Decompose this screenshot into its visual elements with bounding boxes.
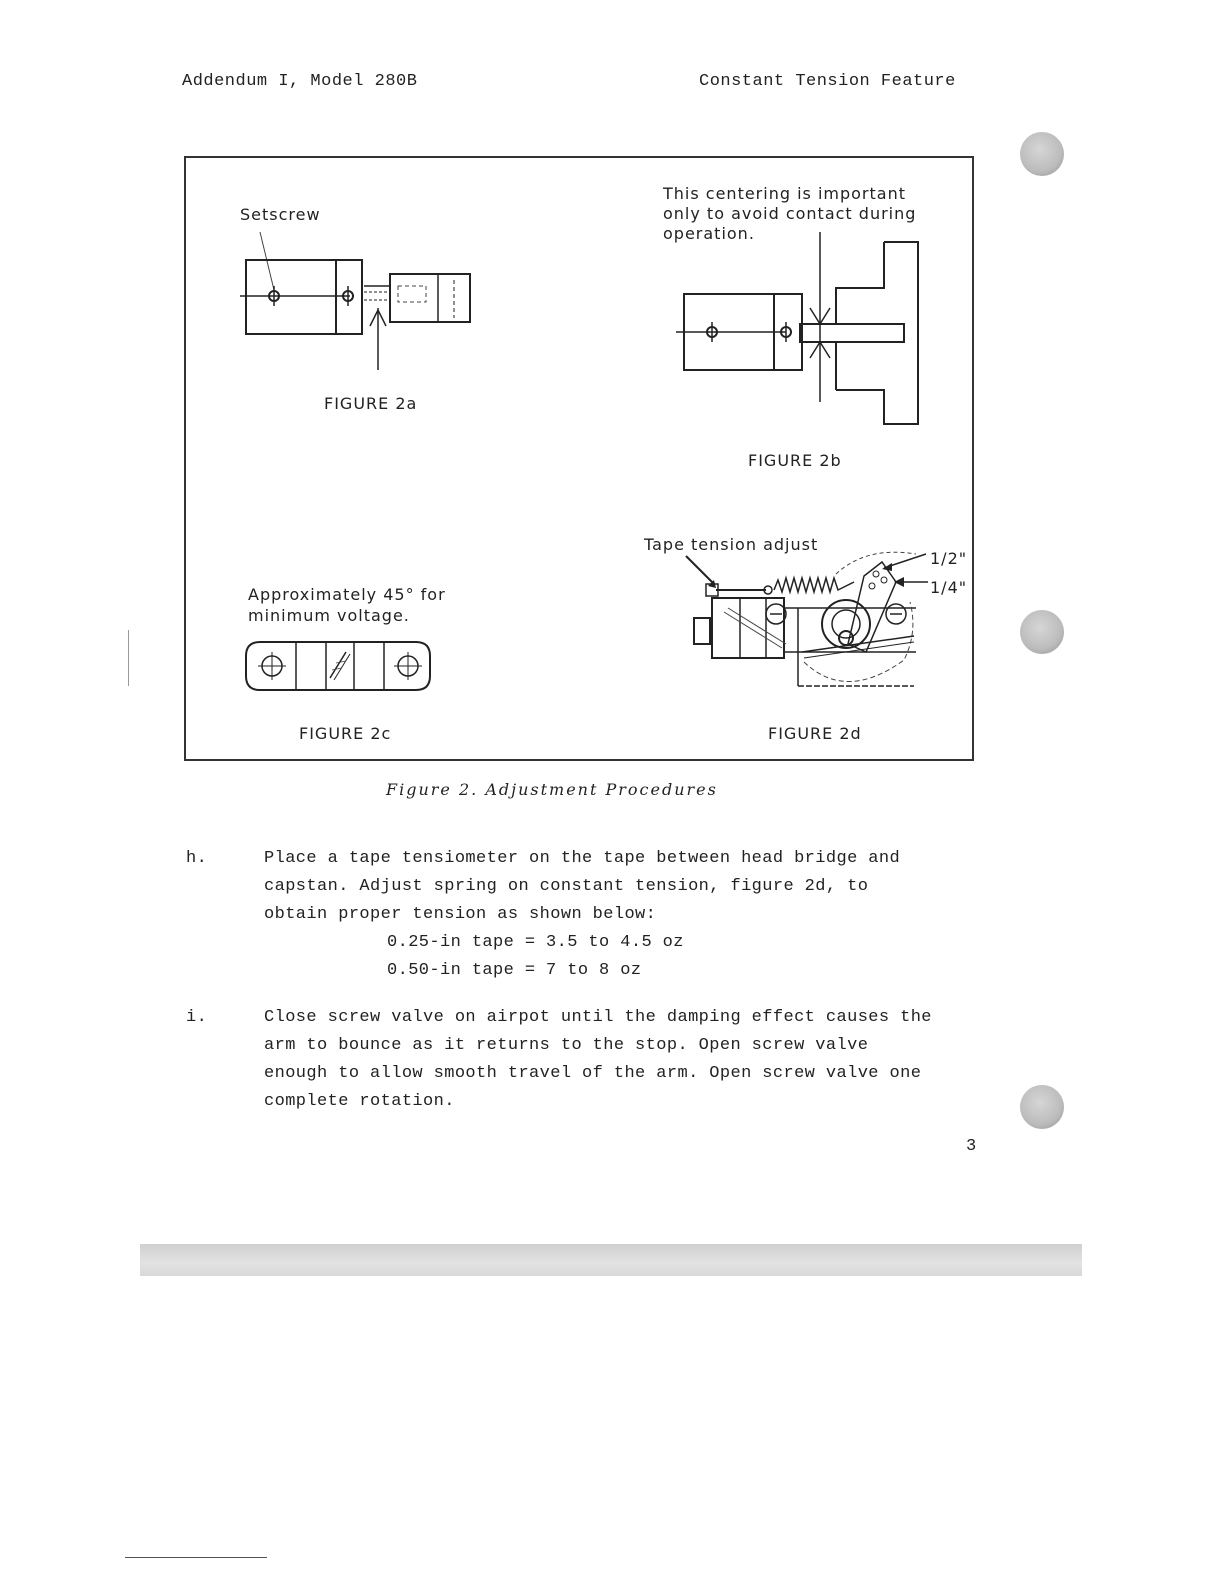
fig2d-drawing — [686, 552, 936, 692]
fig2b-drawing — [676, 232, 926, 432]
step-h-line1: Place a tape tensiometer on the tape between head bridge and — [264, 849, 901, 868]
step-i-line3: enough to allow smooth travel of the arm. Open screw valve one — [264, 1064, 922, 1083]
fig2c-note-line2: minimum voltage. — [248, 606, 410, 625]
step-i-marker: i. — [186, 1008, 208, 1027]
step-i-line2: arm to bounce as it returns to the stop. Open screw valve — [264, 1036, 869, 1055]
fig2d-dim-half-inch: 1/2" — [930, 549, 968, 568]
header-right: Constant Tension Feature — [699, 72, 956, 91]
step-i-line1: Close screw valve on airpot until the damping effect causes the — [264, 1008, 932, 1027]
fig2d-callout: Tape tension adjust — [644, 535, 819, 554]
step-h-spec-half-inch: 0.50-in tape = 7 to 8 oz — [387, 961, 642, 980]
step-i-line4: complete rotation. — [264, 1092, 455, 1111]
figure-2-caption: Figure 2. Adjustment Procedures — [386, 780, 718, 799]
fig2c-note-line1: Approximately 45° for — [248, 585, 446, 604]
fig2c-note — [248, 584, 446, 626]
fig2d-dim-quarter-inch: 1/4" — [930, 578, 968, 597]
fig2a-drawing — [240, 228, 480, 378]
scan-edge-line — [125, 1557, 267, 1558]
step-i-text — [264, 1004, 932, 1116]
scan-shadow-bar — [140, 1244, 1082, 1276]
fig2a-setscrew-label: Setscrew — [240, 205, 321, 224]
binder-hole-middle — [1020, 610, 1064, 654]
fig2b-note-line2: only to avoid contact during — [663, 204, 917, 223]
step-h-spec-quarter-inch: 0.25-in tape = 3.5 to 4.5 oz — [387, 933, 684, 952]
step-h-text — [264, 845, 900, 929]
page-number: 3 — [966, 1137, 977, 1156]
fig2b-note-line1: This centering is important — [663, 184, 906, 203]
fig2c-drawing — [246, 638, 436, 694]
fig2c-caption: FIGURE 2c — [299, 724, 392, 743]
fig2b-caption: FIGURE 2b — [748, 451, 842, 470]
step-h-line3: obtain proper tension as shown below: — [264, 905, 657, 924]
scan-margin-mark — [128, 630, 129, 686]
step-h-line2: capstan. Adjust spring on constant tension, figure 2d, to — [264, 877, 869, 896]
fig2b-note-line3: operation. — [663, 224, 755, 243]
binder-hole-top — [1020, 132, 1064, 176]
fig2a-caption: FIGURE 2a — [324, 394, 418, 413]
header-left: Addendum I, Model 280B — [182, 72, 418, 91]
fig2d-caption: FIGURE 2d — [768, 724, 862, 743]
binder-hole-bottom — [1020, 1085, 1064, 1129]
step-h-specs — [387, 929, 684, 985]
step-h-marker: h. — [186, 849, 208, 868]
